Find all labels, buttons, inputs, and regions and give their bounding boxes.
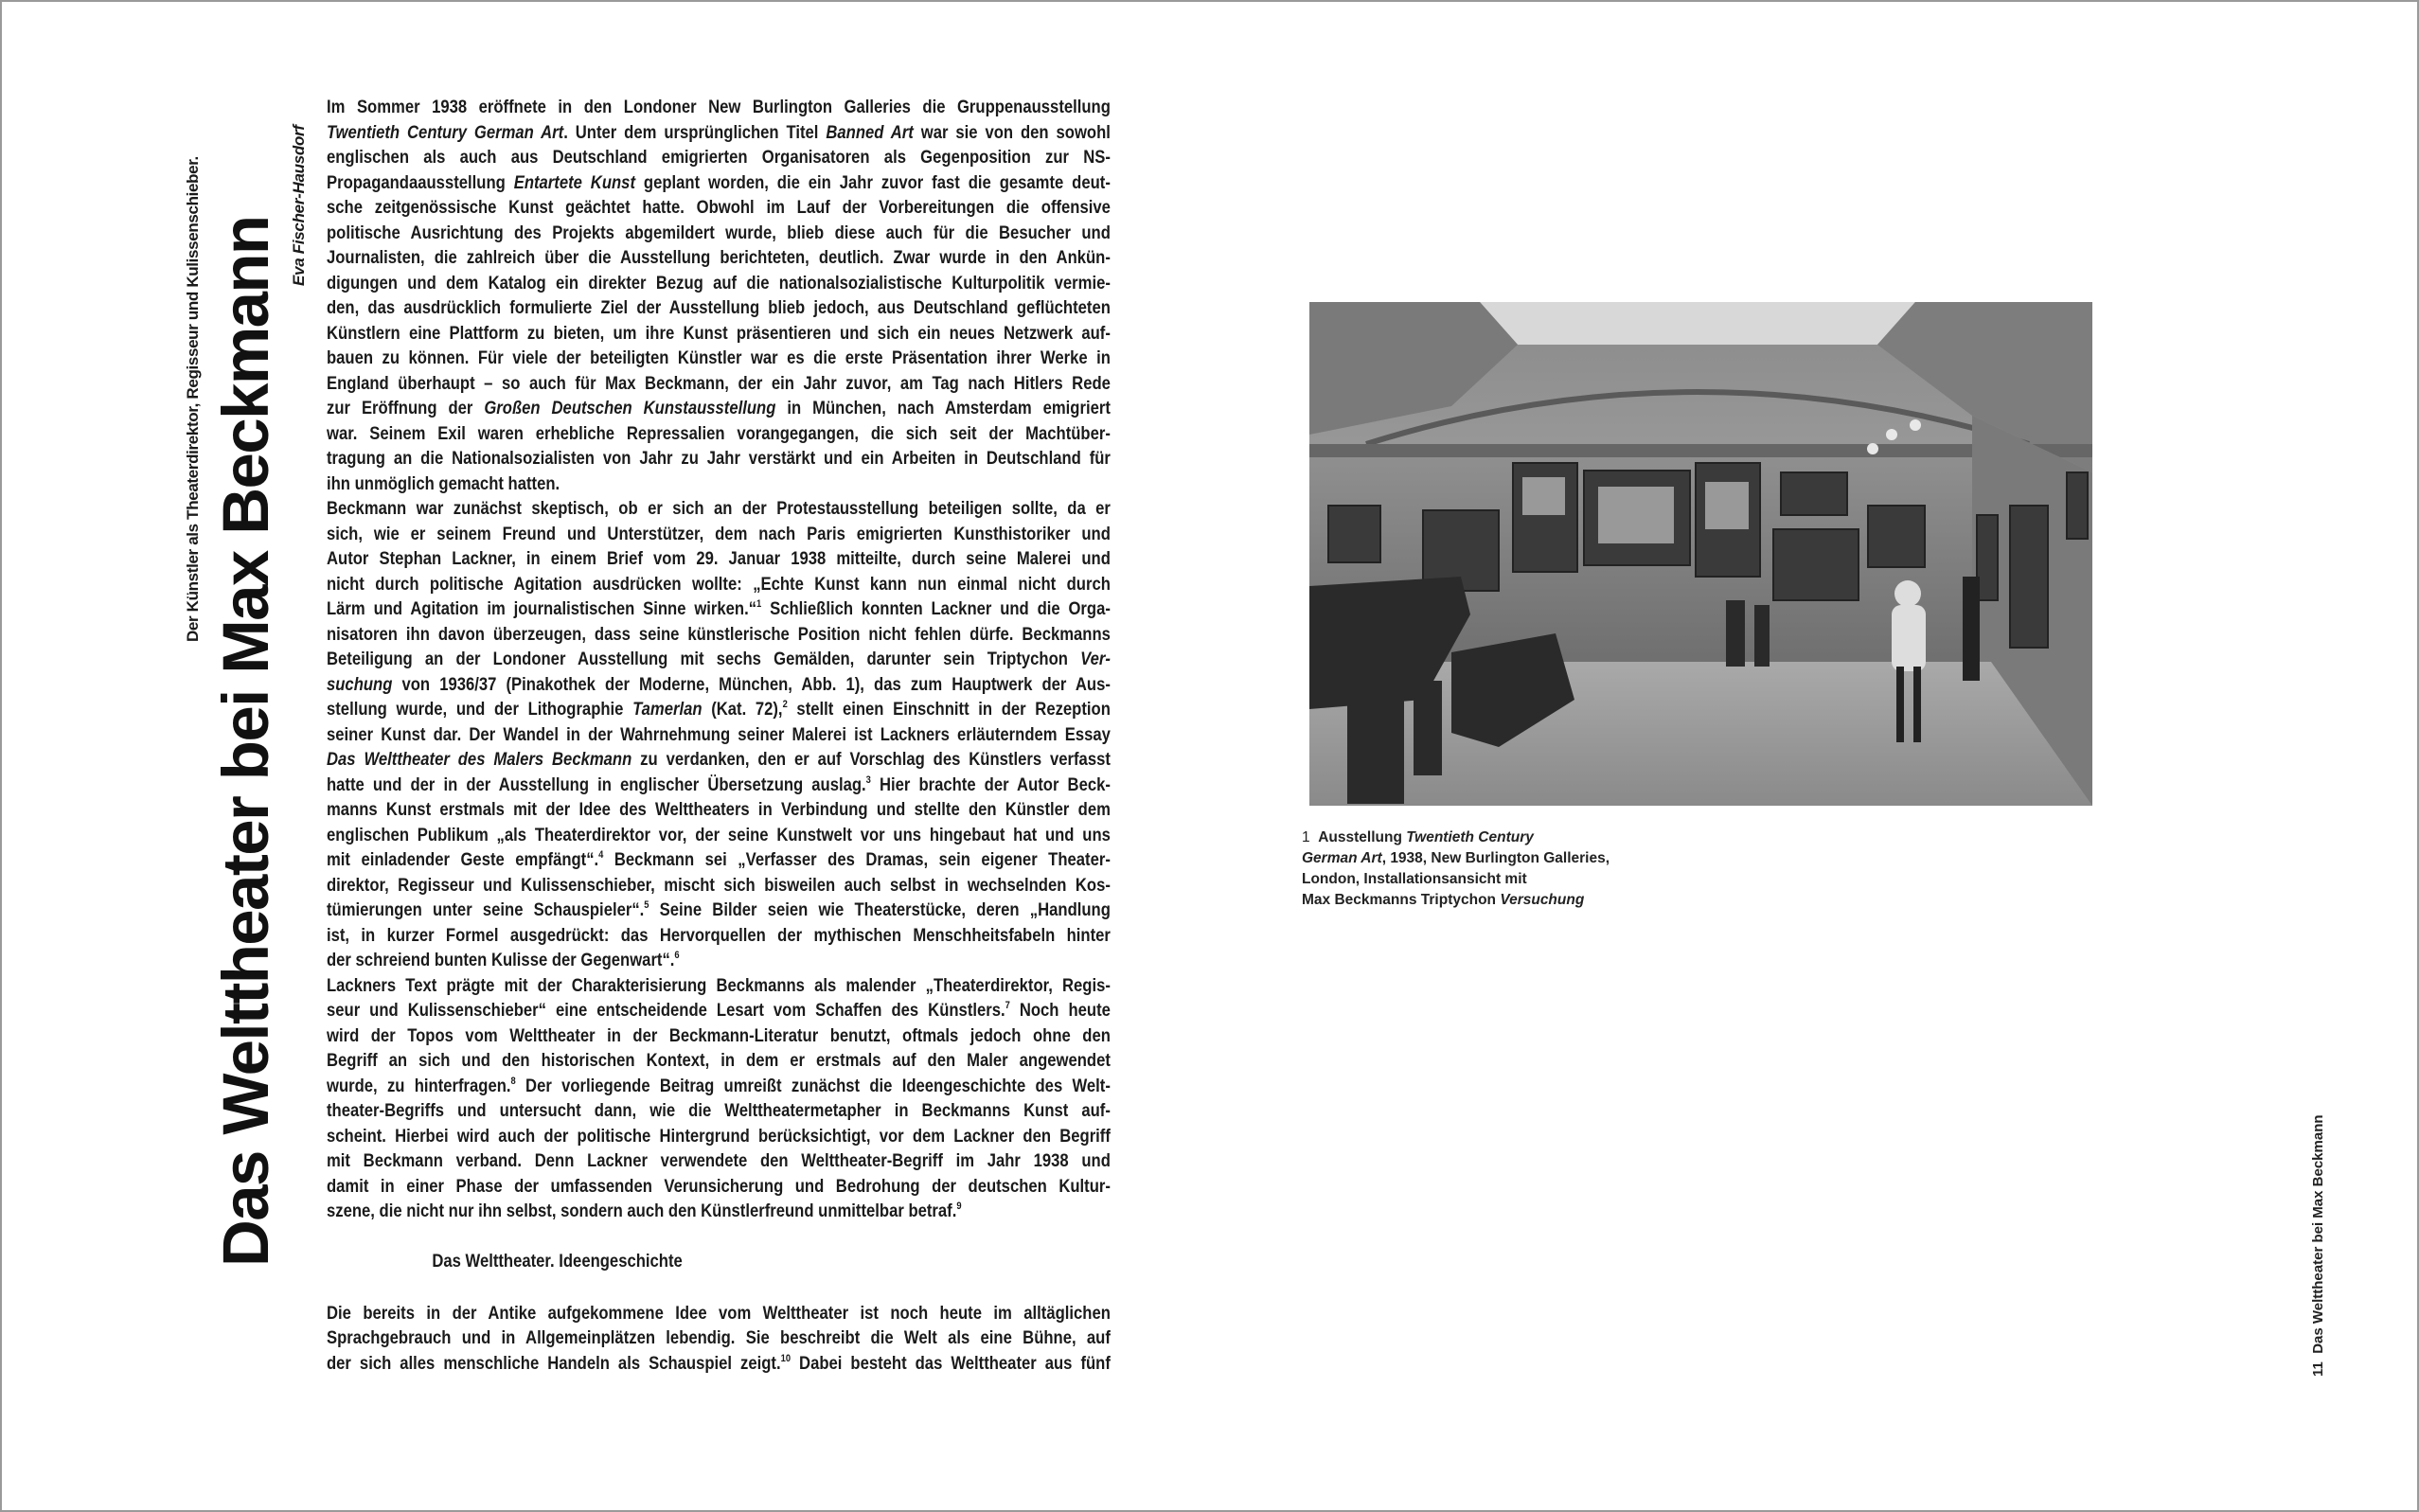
- text-line: [327, 973, 1111, 999]
- figure-caption: [1302, 827, 1610, 911]
- text-run: englischen als auch aus Deutschland emigrierten Organisatoren als Gegenposition zur NS-: [327, 147, 1111, 168]
- page-number: 11: [2310, 1361, 2326, 1377]
- text-line: [327, 522, 1111, 547]
- text-run: tümierungen unter seine Schauspieler“.: [327, 899, 645, 920]
- text-run: Der vorliegende Beitrag umreißt zunächst die Ideengeschichte des Welt-: [515, 1075, 1111, 1096]
- text-run: Propagandaausstellung: [327, 171, 514, 193]
- text-run: nisatoren ihn davon überzeugen, dass seine künstlerische Position nicht fehlen dürfe. Beckmanns: [327, 623, 1111, 645]
- footnote-ref: 5: [644, 899, 649, 911]
- text-line: [327, 747, 1111, 773]
- footnote-ref: 2: [782, 699, 788, 710]
- text-run: Max Beckmanns Triptychon: [1302, 892, 1501, 908]
- caption-line: [1302, 848, 1610, 869]
- text-run: Künstlern eine Plattform zu bieten, um ihre Kunst präsentieren und sich ein neues Netzwerk auf-: [327, 322, 1111, 344]
- text-run: mit Beckmann verband. Denn Lackner verwendete den Welttheater-Begriff im Jahr 1938 und: [327, 1150, 1111, 1171]
- text-run: direktor, Regisseur und Kulissenschieber, mischt sich bisweilen auch selbst in wechselnden Kos-: [327, 874, 1111, 896]
- folio: [2309, 1114, 2328, 1377]
- text-run: zu verdanken, den er auf Vorschlag des Künstlers verfasst: [631, 749, 1111, 770]
- text-run: bauen zu können. Für viele der beteiligten Künstler war es die erste Präsentation ihrer Werke in: [327, 347, 1111, 368]
- text-run: in München, nach Amsterdam emigriert: [775, 398, 1111, 418]
- text-line: [327, 823, 1111, 848]
- text-run: zur Eröffnung der: [327, 398, 485, 418]
- italic-title: Banned Art: [826, 121, 914, 143]
- text-line: [327, 948, 1111, 973]
- text-run: theater-Begriffs und untersucht dann, wie die Welttheatermetapher in Beckmanns Kunst auf-: [327, 1100, 1111, 1121]
- caption-line: [1302, 827, 1610, 848]
- article-subtitle: Der Künstler als Theaterdirektor, Regisseur und Kulissenschieber.: [184, 156, 202, 642]
- footnote-ref: 10: [780, 1352, 792, 1364]
- text-run: seur und Kulissenschieber“ eine entscheidende Lesart vom Schaffen des Künstlers.: [327, 1000, 1005, 1021]
- text-run: (Kat. 72),: [702, 699, 783, 720]
- italic-title: Großen Deutschen Kunstausstellung: [484, 398, 776, 418]
- footnote-ref: 6: [674, 950, 680, 961]
- text-line: [327, 873, 1111, 898]
- text-run: politische Ausrichtung des Projekts abgemildert wurde, blieb diese auch für die Besucher und: [327, 222, 1111, 243]
- exhibition-photo: [1309, 302, 2092, 806]
- text-run: digungen und dem Katalog ein direkter Bezug auf die nationalsozialistische Kulturpolitik vermie-: [327, 272, 1111, 294]
- text-line: [327, 1124, 1111, 1149]
- text-line: [327, 321, 1111, 347]
- text-run: nicht durch politische Agitation ausdrücken wollte: „Echte Kunst kann nun einmal nicht durch: [327, 573, 1111, 595]
- text-line: [327, 847, 1111, 873]
- text-run: . Unter dem ursprünglichen Titel: [563, 121, 827, 143]
- text-run: Beteiligung an der Londoner Ausstellung mit sechs Gemälden, darunter sein Triptychon: [327, 649, 1081, 669]
- italic-title: Versuchung: [1500, 892, 1585, 908]
- text-run: geplant worden, die ein Jahr zuvor fast die gesamte deut-: [635, 171, 1111, 193]
- text-line: [327, 1351, 1111, 1377]
- text-line: [327, 471, 1111, 497]
- italic-title: Ver-: [1080, 649, 1111, 669]
- text-run: Sprachgebrauch und in Allgemeinplätzen lebendig. Sie beschreibt die Welt als eine Bühne, auf: [327, 1327, 1111, 1348]
- paragraph: [327, 496, 1111, 973]
- text-run: , 1938, New Burlington Galleries,: [1381, 850, 1610, 866]
- text-run: Beckmann war zunächst skeptisch, ob er sich an der Protestausstellung beteiligen sollte, da er: [327, 498, 1111, 519]
- text-line: [327, 672, 1111, 698]
- text-line: [327, 295, 1111, 321]
- text-run: der sich alles menschliche Handeln als Schauspiel zeigt.: [327, 1352, 781, 1374]
- text-run: England überhaupt – so auch für Max Beckmann, der ein Jahr zuvor, am Tag nach Hitlers Rede: [327, 372, 1111, 394]
- text-line: [327, 898, 1111, 923]
- text-run: Schließlich konnten Lackner und die Orga-: [761, 598, 1111, 619]
- text-line: [327, 1301, 1111, 1326]
- text-run: Dabei besteht das Welttheater aus fünf: [791, 1352, 1111, 1374]
- text-line: [327, 546, 1111, 572]
- text-run: Lärm und Agitation im journalistischen Sinne wirken.“: [327, 598, 757, 619]
- footnote-ref: 4: [598, 849, 604, 861]
- text-line: [327, 1074, 1111, 1099]
- text-line: [327, 271, 1111, 296]
- text-run: mit einladender Geste empfängt“.: [327, 849, 599, 870]
- text-run: stellung wurde, und der Lithographie: [327, 699, 633, 720]
- text-run: Begriff an sich und den historischen Kontext, in dem er erstmals auf den Maler angewendet: [327, 1050, 1111, 1071]
- text-run: wurde, zu hinterfragen.: [327, 1075, 511, 1096]
- footnote-ref: 1: [756, 598, 762, 610]
- text-run: war sie von den sowohl: [913, 121, 1111, 143]
- text-line: [327, 998, 1111, 1023]
- paragraph: [327, 973, 1111, 1224]
- running-head: Das Welttheater bei Max Beckmann: [2310, 1114, 2326, 1354]
- text-line: [327, 120, 1111, 146]
- text-line: [327, 773, 1111, 798]
- text-run: Autor Stephan Lackner, in einem Brief vom 29. Januar 1938 mitteilte, durch seine Malerei und: [327, 548, 1111, 569]
- text-line: [327, 1023, 1111, 1049]
- footnote-ref: 9: [956, 1201, 962, 1212]
- text-run: der schreiend bunten Kulisse der Gegenwart“.: [327, 950, 675, 970]
- paragraph: [327, 1301, 1111, 1377]
- text-run: hatte und der in der Ausstellung in englischer Übersetzung auslag.: [327, 774, 866, 795]
- italic-title: Twentieth Century: [1406, 829, 1534, 845]
- text-line: [327, 572, 1111, 597]
- text-line: [327, 95, 1111, 120]
- paragraph: [327, 95, 1111, 496]
- text-line: [327, 221, 1111, 246]
- text-line: [327, 446, 1111, 471]
- text-run: sich, wie er seinem Freund und Unterstützer, dem nach Paris emigrierten Kunsthistoriker und: [327, 523, 1111, 544]
- text-line: [327, 145, 1111, 170]
- text-line: [327, 596, 1111, 622]
- text-line: [327, 622, 1111, 648]
- text-run: Hier brachte der Autor Beck-: [870, 774, 1111, 795]
- article-title: Das Welttheater bei Max Beckmann: [209, 216, 282, 1267]
- text-run: Journalisten, die zahlreich über die Ausstellung berichteten, deutlich. Zwar wurde in den Ankün-: [327, 247, 1111, 268]
- text-line: [327, 797, 1111, 823]
- text-run: Im Sommer 1938 eröffnete in den Londoner New Burlington Galleries die Gruppenausstellung: [327, 97, 1111, 117]
- text-run: englischen Publikum „als Theaterdirektor vor, der seine Kunstwelt vor uns hingebaut hat und uns: [327, 824, 1111, 845]
- text-line: [327, 421, 1111, 447]
- text-run: London, Installationsansicht mit: [1302, 871, 1527, 887]
- text-line: [327, 371, 1111, 397]
- text-run: manns Kunst erstmals mit der Idee des Welttheaters in Verbindung und stellte den Künstler dem: [327, 799, 1111, 820]
- text-run: Beckmann sei „Verfasser des Dramas, sein eigener Theater-: [603, 849, 1111, 870]
- italic-title: suchung: [327, 673, 393, 695]
- text-line: [327, 1148, 1111, 1174]
- text-run: den, das ausdrücklich formulierte Ziel der Ausstellung blieb jedoch, aus Deutschland geflüchteten: [327, 297, 1111, 318]
- text-run: tragung an die Nationalsozialisten von Jahr zu Jahr verstärkt und ein Arbeiten in Deutschland für: [327, 448, 1111, 469]
- text-line: [327, 1325, 1111, 1351]
- text-run: Ausstellung: [1318, 829, 1407, 845]
- text-run: seiner Kunst dar. Der Wandel in der Wahrnehmung seiner Malerei ist Lackners erläuterndem Essay: [327, 723, 1111, 745]
- italic-title: Das Welttheater des Malers Beckmann: [327, 749, 632, 770]
- text-line: [327, 496, 1111, 522]
- text-run: szene, die nicht nur ihn selbst, sondern auch den Künstlerfreund unmittelbar betraf.: [327, 1201, 957, 1221]
- italic-title: Twentieth Century German Art: [327, 121, 564, 143]
- text-run: scheint. Hierbei wird auch der politische Hintergrund berücksichtigt, vor dem Lackner den Begriff: [327, 1125, 1111, 1147]
- text-line: [327, 697, 1111, 722]
- section-heading: Das Welttheater. Ideengeschichte: [432, 1250, 683, 1272]
- text-run: Seine Bilder seien wie Theaterstücke, deren „Handlung: [649, 899, 1111, 920]
- text-line: [327, 1174, 1111, 1200]
- text-run: Die bereits in der Antike aufgekommene Idee vom Welttheater ist noch heute im alltäglichen: [327, 1302, 1111, 1324]
- text-run: sche zeitgenössische Kunst geächtet hatte. Obwohl im Lauf der Vorbereitungen die offensive: [327, 197, 1111, 218]
- text-run: ist, in kurzer Formel ausgedrückt: das Hervorquellen der mythischen Menschheitsfabeln hinter: [327, 924, 1111, 946]
- article-author: Eva Fischer-Hausdorf: [290, 125, 308, 286]
- text-line: [327, 1048, 1111, 1074]
- text-run: stellt einen Einschnitt in der Rezeption: [787, 699, 1111, 720]
- text-run: wird der Topos vom Welttheater in der Beckmann-Literatur benutzt, oftmals jedoch ohne den: [327, 1024, 1111, 1046]
- text-line: [327, 1098, 1111, 1124]
- text-line: [327, 923, 1111, 949]
- text-run: war. Seinem Exil waren erhebliche Repressalien vorangegangen, die sich seit der Machtüber-: [327, 422, 1111, 444]
- text-run: ihn unmöglich gemacht hatten.: [327, 472, 560, 494]
- caption-line: [1302, 869, 1610, 890]
- text-run: damit in einer Phase der umfassenden Verunsicherung und Bedrohung der deutschen Kultur-: [327, 1175, 1111, 1197]
- figure-number: 1: [1302, 829, 1319, 845]
- italic-title: Tamerlan: [632, 699, 703, 720]
- footnote-ref: 3: [865, 774, 871, 786]
- footnote-ref: 8: [510, 1075, 516, 1087]
- footnote-ref: 7: [1005, 1000, 1010, 1011]
- text-line: [327, 245, 1111, 271]
- text-line: [327, 170, 1111, 196]
- article-body: [327, 95, 1111, 1376]
- text-run: Lackners Text prägte mit der Charakterisierung Beckmanns als malender „Theaterdirektor, Regis-: [327, 974, 1111, 996]
- text-line: [327, 647, 1111, 672]
- caption-line: [1302, 890, 1610, 911]
- text-run: Noch heute: [1009, 1000, 1111, 1021]
- text-run: von 1936/37 (Pinakothek der Moderne, München, Abb. 1), das zum Hauptwerk der Aus-: [392, 673, 1111, 695]
- text-line: [327, 1199, 1111, 1224]
- text-line: [327, 722, 1111, 748]
- text-line: [327, 195, 1111, 221]
- italic-title: Entartete Kunst: [513, 171, 636, 193]
- text-line: [327, 396, 1111, 421]
- text-line: [327, 346, 1111, 371]
- italic-title: German Art: [1302, 850, 1382, 866]
